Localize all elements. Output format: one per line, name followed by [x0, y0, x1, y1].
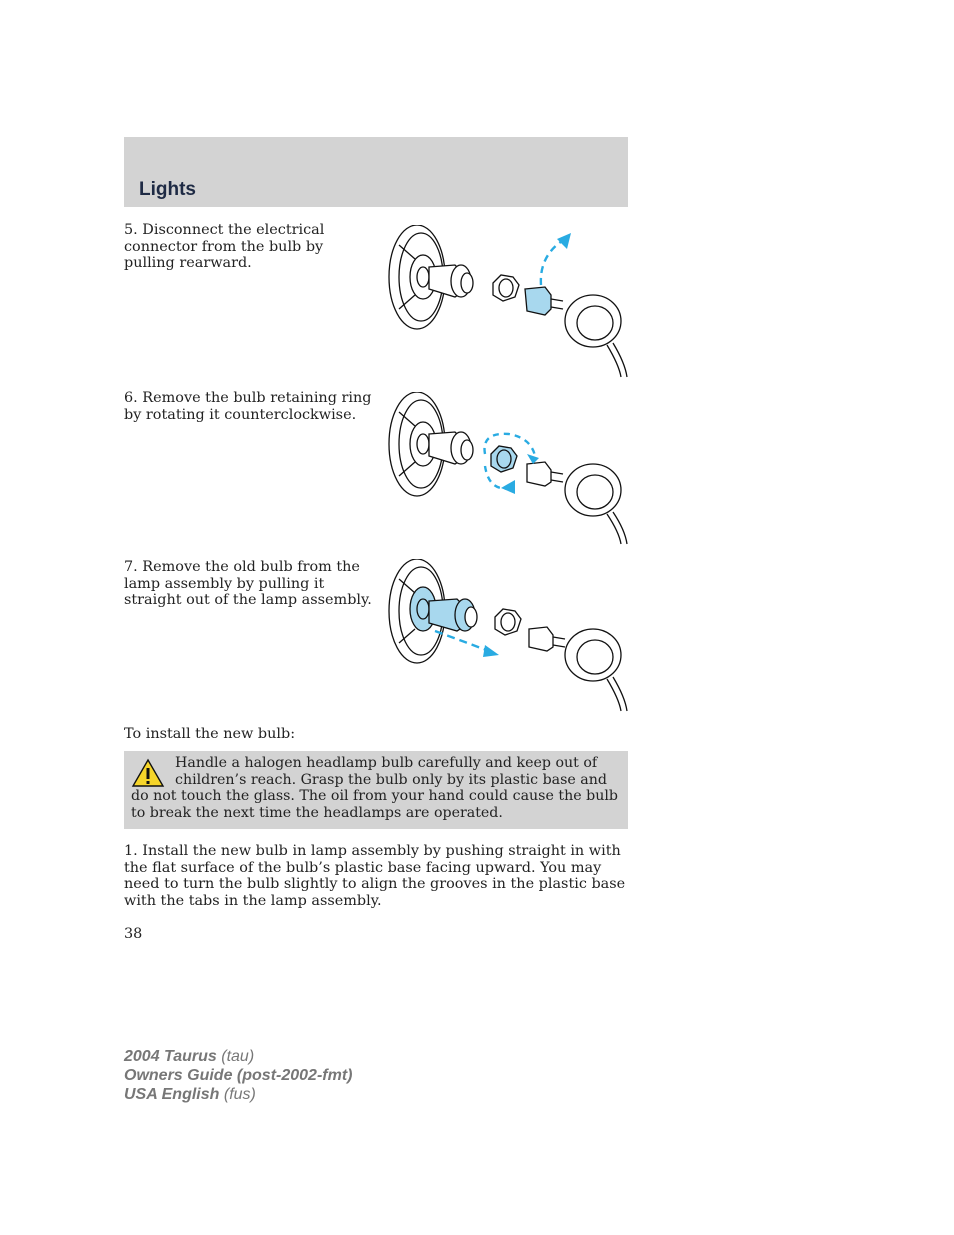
document-footer [124, 1047, 352, 1104]
step-6-text: 6. Remove the bulb retaining ring by rotating it counterclockwise. [124, 390, 372, 423]
warning-triangle-icon [131, 758, 169, 788]
figure-remove-old-bulb [385, 559, 630, 719]
footer-guide: Owners Guide (post-2002-fmt) [124, 1067, 353, 1084]
step-5-text: 5. Disconnect the electrical connector from the bulb by pulling rearward. [124, 222, 325, 272]
footer-model-code: (tau) [216, 1048, 255, 1065]
figure-remove-retaining-ring [385, 392, 630, 552]
install-step-1-text: 1. Install the new bulb in lamp assembly by pushing straight in with the flat surface of the bulb’s plastic base facing upward. You may need to turn the bulb slightly to align the grooves in the plastic base with the tabs in the lamp assembly. [124, 843, 626, 910]
install-intro: To install the new bulb: [124, 726, 296, 742]
footer-model: 2004 Taurus [124, 1048, 217, 1065]
step-7-text: 7. Remove the old bulb from the lamp assembly by pulling it straight out of the lamp assembly. [124, 559, 372, 609]
footer-language-code: (fus) [219, 1086, 256, 1103]
page-number: 38 [124, 926, 143, 942]
footer-language: USA English [124, 1086, 220, 1103]
section-title: Lights [139, 179, 196, 200]
warning-text: Handle a halogen headlamp bulb carefully and keep out of children’s reach. Grasp the bulb only by its plastic base and do not touch the glass. The oil from your hand could cause the bulb to break the next time the headlamps are operated. [131, 755, 618, 821]
warning-box [124, 751, 628, 829]
figure-disconnect-connector [385, 225, 630, 385]
section-header-band [124, 137, 628, 207]
